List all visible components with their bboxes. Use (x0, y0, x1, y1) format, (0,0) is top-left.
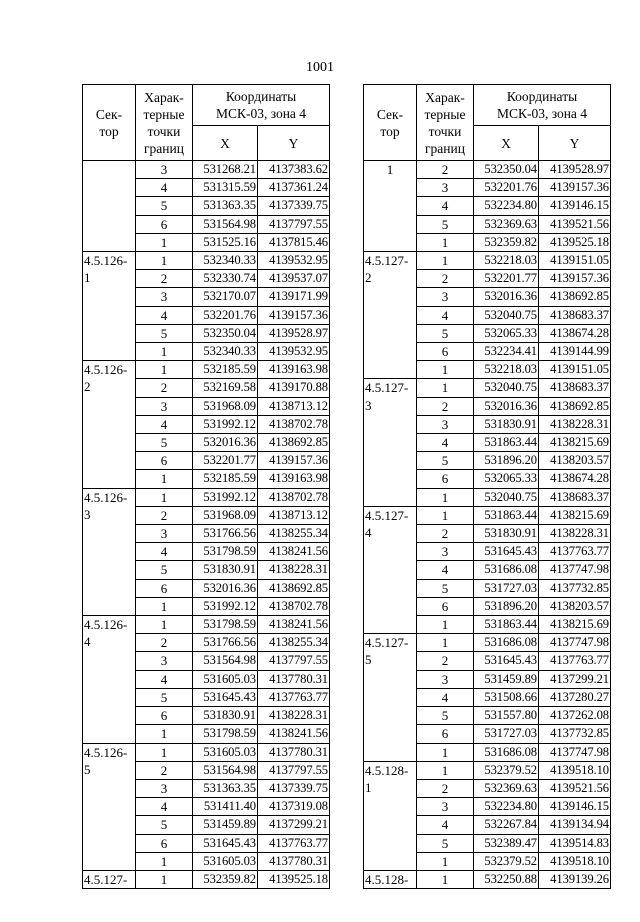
sector-cell: 4.5.126- 2 (83, 361, 136, 488)
point-cell: 5 (417, 834, 474, 852)
y-cell: 4138702.78 (258, 415, 330, 433)
x-cell: 532016.36 (474, 288, 539, 306)
y-cell: 4139518.10 (539, 761, 611, 779)
point-cell: 1 (136, 470, 193, 488)
y-cell: 4138702.78 (258, 597, 330, 615)
x-cell: 532201.77 (193, 452, 258, 470)
point-cell: 5 (136, 561, 193, 579)
sector-cell: 4.5.127- 2 (364, 252, 417, 379)
point-cell: 2 (417, 397, 474, 415)
y-cell: 4137797.55 (258, 761, 330, 779)
y-cell: 4137763.77 (539, 652, 611, 670)
point-cell: 5 (136, 816, 193, 834)
point-cell: 3 (417, 798, 474, 816)
point-cell: 1 (136, 597, 193, 615)
x-cell: 531459.89 (193, 816, 258, 834)
x-cell: 532340.33 (193, 343, 258, 361)
y-cell: 4139528.97 (539, 161, 611, 179)
sector-cell: 4.5.128- 1 (364, 761, 417, 870)
table-body-right (364, 161, 611, 889)
x-cell: 531508.66 (474, 688, 539, 706)
y-cell: 4138713.12 (258, 506, 330, 524)
x-cell: 531525.16 (193, 233, 258, 251)
table-row (364, 634, 611, 652)
y-cell: 4137780.31 (258, 852, 330, 870)
x-cell: 531564.98 (193, 652, 258, 670)
sector-cell: 4.5.126- 1 (83, 252, 136, 361)
y-cell: 4139537.07 (258, 270, 330, 288)
header-y: Y (539, 126, 611, 161)
table-row (83, 252, 330, 270)
x-cell: 531557.80 (474, 707, 539, 725)
y-cell: 4139157.36 (539, 179, 611, 197)
x-cell: 532065.33 (474, 324, 539, 342)
point-cell: 2 (136, 379, 193, 397)
point-cell: 6 (136, 707, 193, 725)
x-cell: 531830.91 (474, 525, 539, 543)
point-cell: 1 (417, 852, 474, 870)
y-cell: 4138203.57 (539, 452, 611, 470)
x-cell: 531686.08 (474, 743, 539, 761)
point-cell: 4 (136, 543, 193, 561)
y-cell: 4137763.77 (258, 834, 330, 852)
x-cell: 532218.03 (474, 252, 539, 270)
y-cell: 4139521.56 (539, 215, 611, 233)
x-cell: 531268.21 (193, 161, 258, 179)
header-points: Харак- терные точки границ (136, 85, 193, 161)
x-cell: 532379.52 (474, 761, 539, 779)
header-y: Y (258, 126, 330, 161)
page-number: 1001 (306, 60, 334, 75)
x-cell: 531363.35 (193, 779, 258, 797)
sector-cell: 4.5.127- (83, 870, 136, 888)
x-cell: 532359.82 (193, 870, 258, 888)
x-cell: 532250.88 (474, 870, 539, 888)
x-cell: 532379.52 (474, 852, 539, 870)
y-cell: 4139157.36 (258, 452, 330, 470)
x-cell: 531863.44 (474, 506, 539, 524)
y-cell: 4137747.98 (539, 743, 611, 761)
header-coordinates: Координаты МСК-03, зона 4 (474, 85, 611, 126)
x-cell: 531830.91 (474, 415, 539, 433)
point-cell: 4 (136, 798, 193, 816)
y-cell: 4137763.77 (258, 688, 330, 706)
x-cell: 532016.36 (474, 397, 539, 415)
x-cell: 532040.75 (474, 379, 539, 397)
point-cell: 6 (136, 215, 193, 233)
y-cell: 4138228.31 (539, 415, 611, 433)
coordinates-table-right (363, 84, 611, 889)
point-cell: 3 (417, 670, 474, 688)
point-cell: 1 (136, 361, 193, 379)
point-cell: 6 (417, 470, 474, 488)
y-cell: 4137732.85 (539, 579, 611, 597)
x-cell: 532185.59 (193, 470, 258, 488)
point-cell: 3 (417, 288, 474, 306)
x-cell: 531645.43 (193, 834, 258, 852)
x-cell: 531727.03 (474, 579, 539, 597)
x-cell: 531896.20 (474, 452, 539, 470)
y-cell: 4138215.69 (539, 434, 611, 452)
header-coordinates: Координаты МСК-03, зона 4 (193, 85, 330, 126)
x-cell: 532234.80 (474, 197, 539, 215)
x-cell: 532234.80 (474, 798, 539, 816)
table-row (364, 252, 611, 270)
point-cell: 4 (417, 561, 474, 579)
point-cell: 1 (417, 252, 474, 270)
table-row (364, 379, 611, 397)
x-cell: 532369.63 (474, 779, 539, 797)
sector-cell: 4.5.127- 3 (364, 379, 417, 506)
y-cell: 4137299.21 (539, 670, 611, 688)
y-cell: 4137280.27 (539, 688, 611, 706)
header-sector: Сек- тор (364, 85, 417, 161)
y-cell: 4138702.78 (258, 488, 330, 506)
point-cell: 1 (417, 361, 474, 379)
table-body-left (83, 161, 330, 889)
x-cell: 531605.03 (193, 743, 258, 761)
table-row (83, 743, 330, 761)
point-cell: 5 (136, 197, 193, 215)
x-cell: 532016.36 (193, 434, 258, 452)
point-cell: 6 (417, 597, 474, 615)
x-cell: 531315.59 (193, 179, 258, 197)
point-cell: 1 (136, 725, 193, 743)
point-cell: 4 (417, 434, 474, 452)
table-row (83, 161, 330, 179)
point-cell: 2 (136, 506, 193, 524)
x-cell: 532169.58 (193, 379, 258, 397)
coordinates-table-left (82, 84, 330, 889)
y-cell: 4137780.31 (258, 670, 330, 688)
point-cell: 2 (417, 161, 474, 179)
point-cell: 4 (136, 415, 193, 433)
x-cell: 532065.33 (474, 470, 539, 488)
table-row (364, 161, 611, 179)
x-cell: 531605.03 (193, 670, 258, 688)
y-cell: 4137747.98 (539, 634, 611, 652)
y-cell: 4138228.31 (539, 525, 611, 543)
header-points: Харак- терные точки границ (417, 85, 474, 161)
point-cell: 2 (136, 270, 193, 288)
y-cell: 4139151.05 (539, 252, 611, 270)
x-cell: 531645.43 (474, 543, 539, 561)
point-cell: 2 (417, 525, 474, 543)
x-cell: 532389.47 (474, 834, 539, 852)
y-cell: 4139170.88 (258, 379, 330, 397)
y-cell: 4137732.85 (539, 725, 611, 743)
x-cell: 531727.03 (474, 725, 539, 743)
point-cell: 5 (136, 434, 193, 452)
x-cell: 531968.09 (193, 397, 258, 415)
point-cell: 3 (136, 161, 193, 179)
y-cell: 4138241.56 (258, 725, 330, 743)
point-cell: 2 (417, 779, 474, 797)
x-cell: 531992.12 (193, 415, 258, 433)
point-cell: 1 (417, 743, 474, 761)
point-cell: 1 (136, 870, 193, 888)
point-cell: 6 (417, 725, 474, 743)
sector-cell: 1 (364, 161, 417, 252)
point-cell: 1 (417, 616, 474, 634)
x-cell: 531686.08 (474, 634, 539, 652)
point-cell: 3 (136, 288, 193, 306)
y-cell: 4138215.69 (539, 506, 611, 524)
point-cell: 1 (136, 343, 193, 361)
point-cell: 2 (136, 761, 193, 779)
y-cell: 4139151.05 (539, 361, 611, 379)
x-cell: 532267.84 (474, 816, 539, 834)
x-cell: 531863.44 (474, 616, 539, 634)
y-cell: 4138713.12 (258, 397, 330, 415)
x-cell: 532185.59 (193, 361, 258, 379)
y-cell: 4137797.55 (258, 215, 330, 233)
y-cell: 4139528.97 (258, 324, 330, 342)
point-cell: 3 (136, 397, 193, 415)
y-cell: 4138215.69 (539, 616, 611, 634)
x-cell: 531992.12 (193, 597, 258, 615)
point-cell: 4 (417, 306, 474, 324)
x-cell: 532201.76 (474, 179, 539, 197)
y-cell: 4138674.28 (539, 470, 611, 488)
x-cell: 532330.74 (193, 270, 258, 288)
point-cell: 1 (417, 379, 474, 397)
y-cell: 4137763.77 (539, 543, 611, 561)
point-cell: 6 (136, 579, 193, 597)
y-cell: 4137383.62 (258, 161, 330, 179)
x-cell: 531686.08 (474, 561, 539, 579)
y-cell: 4137815.46 (258, 233, 330, 251)
y-cell: 4139163.98 (258, 361, 330, 379)
y-cell: 4138683.37 (539, 306, 611, 324)
point-cell: 4 (136, 179, 193, 197)
y-cell: 4137339.75 (258, 779, 330, 797)
y-cell: 4138692.85 (258, 579, 330, 597)
point-cell: 4 (417, 688, 474, 706)
point-cell: 3 (136, 779, 193, 797)
point-cell: 4 (136, 306, 193, 324)
y-cell: 4137339.75 (258, 197, 330, 215)
x-cell: 532201.77 (474, 270, 539, 288)
y-cell: 4139532.95 (258, 252, 330, 270)
x-cell: 531411.40 (193, 798, 258, 816)
point-cell: 5 (417, 452, 474, 470)
point-cell: 5 (417, 579, 474, 597)
y-cell: 4137747.98 (539, 561, 611, 579)
header-x: X (474, 126, 539, 161)
y-cell: 4138692.85 (258, 434, 330, 452)
x-cell: 531459.89 (474, 670, 539, 688)
table-row (364, 761, 611, 779)
point-cell: 3 (136, 525, 193, 543)
point-cell: 3 (136, 652, 193, 670)
sector-cell: 4.5.126- 5 (83, 743, 136, 870)
point-cell: 3 (417, 179, 474, 197)
x-cell: 532170.07 (193, 288, 258, 306)
y-cell: 4138228.31 (258, 707, 330, 725)
y-cell: 4139157.36 (539, 270, 611, 288)
table-row (83, 870, 330, 888)
point-cell: 2 (136, 634, 193, 652)
y-cell: 4137361.24 (258, 179, 330, 197)
point-cell: 2 (417, 652, 474, 670)
point-cell: 1 (136, 488, 193, 506)
point-cell: 5 (417, 324, 474, 342)
y-cell: 4139532.95 (258, 343, 330, 361)
sector-cell (83, 161, 136, 252)
point-cell: 1 (417, 233, 474, 251)
point-cell: 4 (417, 816, 474, 834)
x-cell: 532201.76 (193, 306, 258, 324)
x-cell: 532359.82 (474, 233, 539, 251)
x-cell: 531645.43 (193, 688, 258, 706)
header-sector: Сек- тор (83, 85, 136, 161)
x-cell: 531564.98 (193, 761, 258, 779)
y-cell: 4137780.31 (258, 743, 330, 761)
y-cell: 4137319.08 (258, 798, 330, 816)
point-cell: 1 (136, 852, 193, 870)
y-cell: 4137797.55 (258, 652, 330, 670)
x-cell: 532040.75 (474, 488, 539, 506)
y-cell: 4139144.99 (539, 343, 611, 361)
point-cell: 2 (417, 270, 474, 288)
y-cell: 4138241.56 (258, 543, 330, 561)
point-cell: 1 (417, 870, 474, 888)
x-cell: 531896.20 (474, 597, 539, 615)
x-cell: 532369.63 (474, 215, 539, 233)
x-cell: 531766.56 (193, 634, 258, 652)
x-cell: 531992.12 (193, 488, 258, 506)
x-cell: 532350.04 (193, 324, 258, 342)
y-cell: 4139157.36 (258, 306, 330, 324)
x-cell: 531798.59 (193, 725, 258, 743)
x-cell: 531863.44 (474, 434, 539, 452)
point-cell: 5 (417, 707, 474, 725)
x-cell: 532340.33 (193, 252, 258, 270)
y-cell: 4139171.99 (258, 288, 330, 306)
point-cell: 1 (417, 634, 474, 652)
y-cell: 4139163.98 (258, 470, 330, 488)
x-cell: 531830.91 (193, 707, 258, 725)
sector-cell: 4.5.127- 5 (364, 634, 417, 761)
x-cell: 532016.36 (193, 579, 258, 597)
x-cell: 531798.59 (193, 616, 258, 634)
x-cell: 531564.98 (193, 215, 258, 233)
table-row (83, 488, 330, 506)
point-cell: 5 (136, 324, 193, 342)
y-cell: 4138255.34 (258, 634, 330, 652)
point-cell: 5 (136, 688, 193, 706)
y-cell: 4138692.85 (539, 288, 611, 306)
x-cell: 532234.41 (474, 343, 539, 361)
point-cell: 6 (136, 834, 193, 852)
point-cell: 4 (136, 670, 193, 688)
x-cell: 531645.43 (474, 652, 539, 670)
point-cell: 6 (417, 343, 474, 361)
point-cell: 3 (417, 415, 474, 433)
point-cell: 4 (417, 197, 474, 215)
point-cell: 1 (417, 761, 474, 779)
y-cell: 4139518.10 (539, 852, 611, 870)
sector-cell: 4.5.128- (364, 870, 417, 888)
table-row (83, 361, 330, 379)
y-cell: 4139514.83 (539, 834, 611, 852)
x-cell: 531766.56 (193, 525, 258, 543)
sector-cell: 4.5.126- 4 (83, 616, 136, 743)
y-cell: 4139146.15 (539, 798, 611, 816)
point-cell: 1 (136, 233, 193, 251)
y-cell: 4138203.57 (539, 597, 611, 615)
y-cell: 4138241.56 (258, 616, 330, 634)
y-cell: 4138683.37 (539, 379, 611, 397)
y-cell: 4138228.31 (258, 561, 330, 579)
sector-cell: 4.5.127- 4 (364, 506, 417, 633)
x-cell: 531605.03 (193, 852, 258, 870)
y-cell: 4139134.94 (539, 816, 611, 834)
x-cell: 531798.59 (193, 543, 258, 561)
y-cell: 4139139.26 (539, 870, 611, 888)
table-row (364, 506, 611, 524)
sector-cell: 4.5.126- 3 (83, 488, 136, 615)
y-cell: 4139525.18 (258, 870, 330, 888)
x-cell: 532218.03 (474, 361, 539, 379)
x-cell: 531968.09 (193, 506, 258, 524)
x-cell: 532040.75 (474, 306, 539, 324)
y-cell: 4139525.18 (539, 233, 611, 251)
point-cell: 6 (136, 452, 193, 470)
point-cell: 1 (417, 506, 474, 524)
y-cell: 4138683.37 (539, 488, 611, 506)
table-row (364, 870, 611, 888)
point-cell: 1 (417, 488, 474, 506)
point-cell: 1 (136, 743, 193, 761)
y-cell: 4137299.21 (258, 816, 330, 834)
y-cell: 4138692.85 (539, 397, 611, 415)
y-cell: 4139146.15 (539, 197, 611, 215)
point-cell: 1 (136, 616, 193, 634)
y-cell: 4138674.28 (539, 324, 611, 342)
x-cell: 531363.35 (193, 197, 258, 215)
point-cell: 5 (417, 215, 474, 233)
y-cell: 4139521.56 (539, 779, 611, 797)
table-row (83, 616, 330, 634)
header-x: X (193, 126, 258, 161)
point-cell: 1 (136, 252, 193, 270)
x-cell: 531830.91 (193, 561, 258, 579)
x-cell: 532350.04 (474, 161, 539, 179)
point-cell: 3 (417, 543, 474, 561)
y-cell: 4137262.08 (539, 707, 611, 725)
y-cell: 4138255.34 (258, 525, 330, 543)
